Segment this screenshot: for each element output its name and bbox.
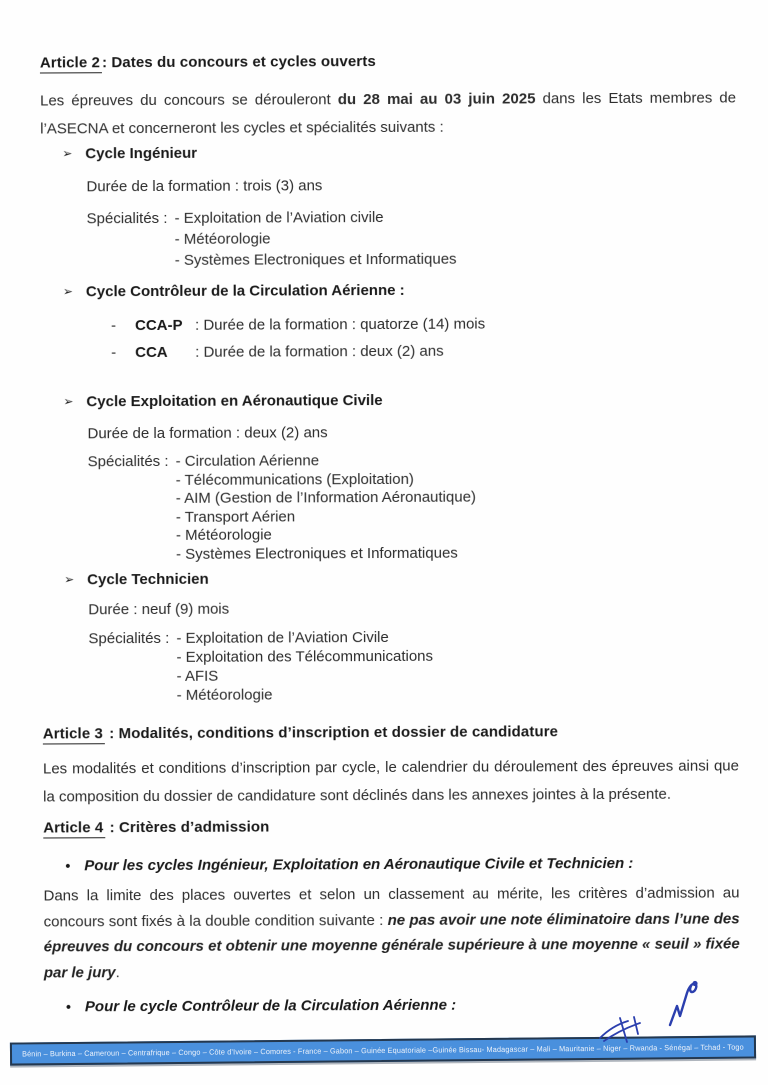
cycle-exploitation-specialties [88,451,724,565]
specialties-label: Spécialités : [86,209,168,228]
article2-heading [40,51,736,71]
variant-row [111,337,723,367]
cycle-exploitation-heading [63,391,723,411]
article3-heading [43,722,739,742]
cycle-technicien-specialties [88,627,724,706]
dash-bullet: - [111,317,117,335]
cycle-ingenieur-name: Cycle Ingénieur [85,144,198,163]
specialty-item: - Exploitation des Télécommunications [176,647,434,666]
article3-body-paragraph: Les modalités et conditions d’inscription par cycle, le calendrier du déroulement des épreuves ainsi que la composition du dossier de candidature sont déclinés dans les annexes jointes à la présente. [42,757,740,806]
cycle-technicien-name: Cycle Technicien [87,570,209,589]
cycle-controleur-name: Cycle Contrôleur de la Circulation Aérienne : [85,281,405,301]
specialties-list [176,452,477,564]
cycle-technicien-body [88,597,724,706]
cycle-exploitation-body [87,421,724,565]
cycle-ingenieur-specialties [87,206,723,272]
specialty-item: - Systèmes Electroniques et Informatiques [174,250,457,269]
cycle-ingenieur-body [86,174,722,272]
cycle-technicien-heading [64,569,724,589]
intro-text-post: dans les Etats membres de l’ASECNA et concerneront les cycles et spécialités suivants : [40,89,737,137]
dot-bullet-icon: • [65,998,71,1015]
cycle-technicien-section [64,569,725,706]
specialty-item: - Météorologie [176,686,273,704]
article4-title: : Critères d’admission [105,818,270,837]
arrow-bullet-icon: ➢ [62,146,73,161]
arrow-bullet-icon: ➢ [63,394,74,409]
footer-countries-text: Bénin – Burkina – Cameroun – Centrafrique – Congo – Côte d’Ivoire – Comores - France – Gabon – Guinée Equatoriale –Guinée Bissau- Madagascar – Mali – Mauritanie – Niger – Rwanda - Sénégal – Tchad - Togo [22,1042,744,1059]
specialties-label: Spécialités : [87,452,169,471]
bullet2-text: Pour le cycle Contrôleur de la Circulation Aérienne : [84,996,457,1016]
cycle-controleur-section [63,281,723,367]
specialties-list [176,628,433,705]
specialty-item: - Météorologie [174,230,271,248]
cycle-exploitation-section [63,391,724,565]
article3-title: : Modalités, conditions d’inscription et dossier de candidature [104,723,559,743]
article2-intro-paragraph [40,84,736,142]
article3-number: Article 3 [43,725,105,744]
specialty-item: - AIM (Gestion de l’Information Aéronautique) [175,488,476,507]
specialty-item: - Météorologie [175,526,272,544]
cycle-controleur-variants [111,310,723,367]
cycle-controleur-heading [63,281,723,301]
specialty-item: - Exploitation de l’Aviation Civile [176,628,389,647]
cycle-technicien-duration: Durée : neuf (9) mois [88,600,230,619]
variant-description: : Durée de la formation : quatorze (14) mois [195,315,486,334]
article4-bullet-2 [66,995,738,1015]
variant-row [111,310,723,340]
specialty-item: - Exploitation de l’Aviation civile [174,208,384,227]
arrow-bullet-icon: ➢ [64,572,75,587]
cycle-ingenieur-section [62,143,723,272]
article2-number: Article 2 [40,54,102,73]
arrow-bullet-icon: ➢ [62,284,73,299]
criteria-bold-italic: ne pas avoir une note éliminatoire dans l’une des épreuves du concours et obtenir une moyenne générale supérieure à une moyenne « seuil » fixée par le jury [43,909,740,981]
criteria-text-pre: Dans la limite des places ouvertes et selon un classement au mérite, les critères d’admission au concours sont fixés à la double condition suivante : [43,884,740,930]
specialty-item: - AFIS [176,667,219,685]
dash-bullet: - [111,344,117,362]
cycle-exploitation-name: Cycle Exploitation en Aéronautique Civile [86,392,383,411]
specialties-list [175,207,457,271]
dot-bullet-icon: • [65,857,71,874]
variant-code: CCA-P [135,316,183,335]
article4-bullet-1 [65,854,737,874]
specialty-item: - Transport Aérien [175,507,296,526]
bullet1-text: Pour les cycles Ingénieur, Exploitation en Aéronautique Civile et Technicien : [84,854,634,875]
article4-heading [43,816,739,836]
article4-criteria-paragraph [43,880,739,985]
cycle-ingenieur-heading [62,143,722,163]
specialty-item: - Systèmes Electroniques et Informatiques [176,544,458,563]
cycle-ingenieur-duration: Durée de la formation : trois (3) ans [86,177,323,196]
variant-code: CCA [135,343,168,362]
intro-dates-bold: du 28 mai au 03 juin 2025 [337,90,536,109]
variant-description: : Durée de la formation : deux (2) ans [195,342,444,361]
cycle-exploitation-duration: Durée de la formation : deux (2) ans [87,424,328,443]
specialty-item: - Télécommunications (Exploitation) [175,470,414,489]
specialties-label: Spécialités : [88,629,170,648]
intro-text-pre: Les épreuves du concours se dérouleront [40,91,338,110]
article2-title: : Dates du concours et cycles ouverts [101,53,376,72]
article4-number: Article 4 [43,819,105,838]
specialty-item: - Circulation Aérienne [175,452,320,470]
criteria-text-post: . [115,963,120,981]
